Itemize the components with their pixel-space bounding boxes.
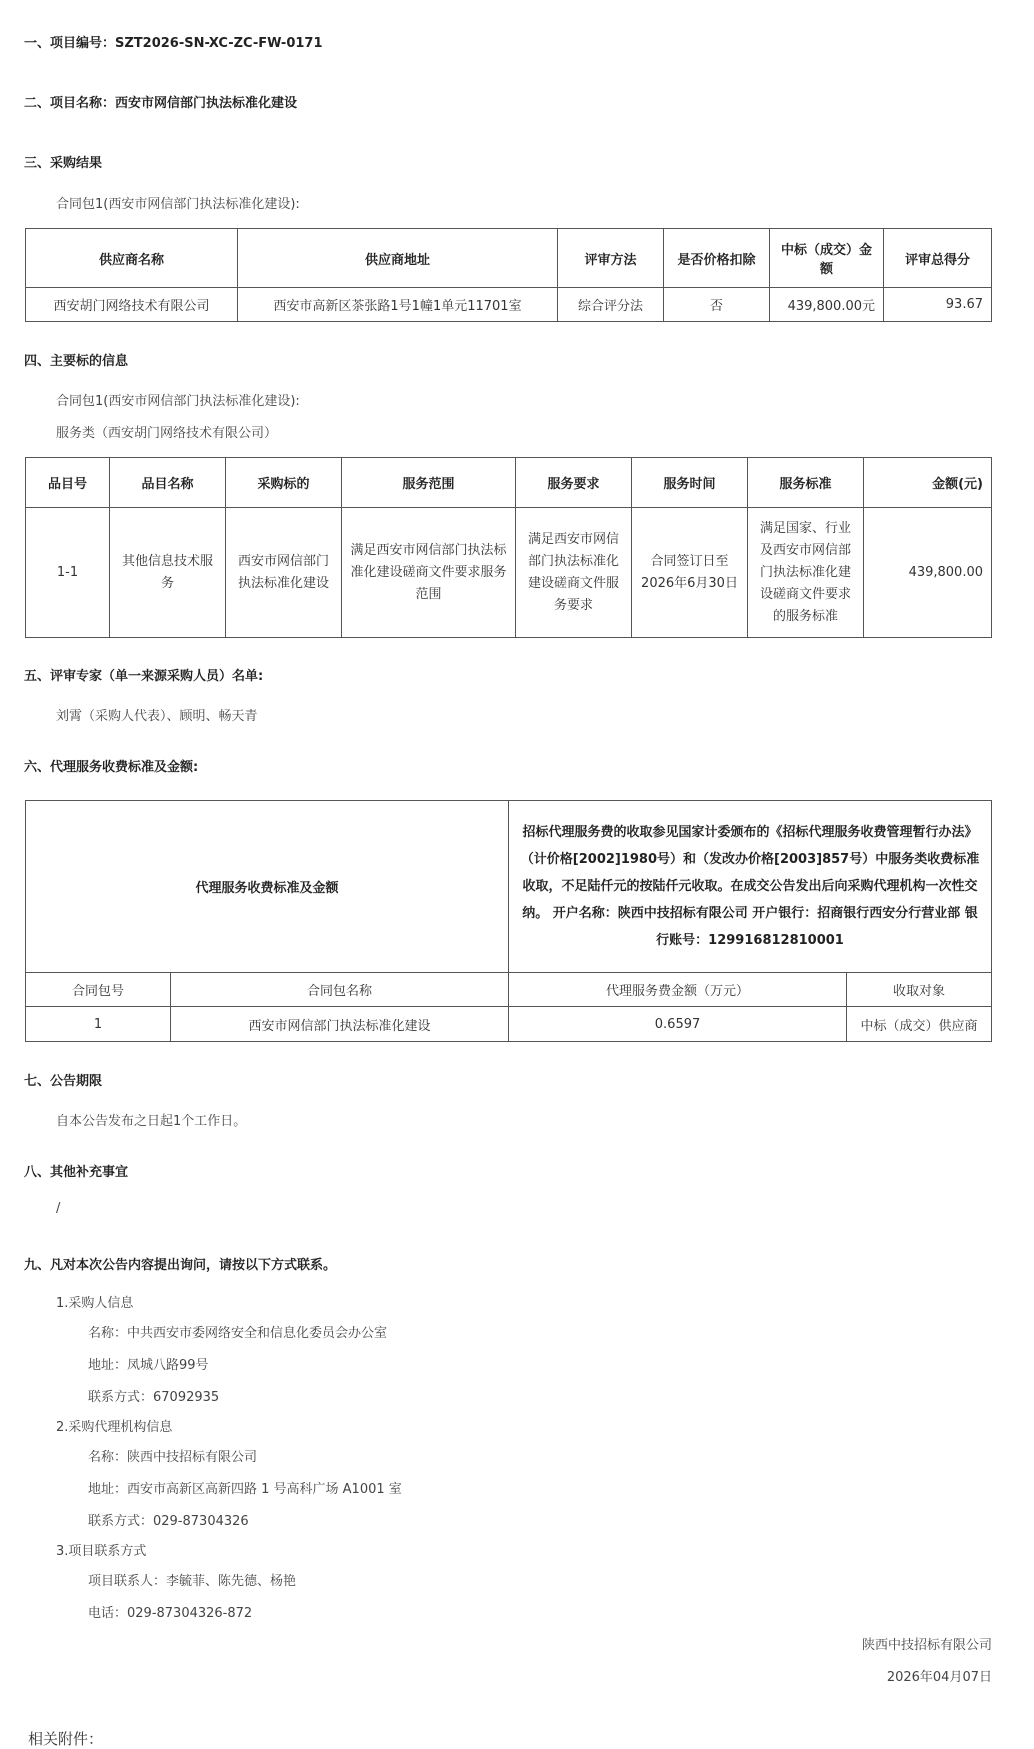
col-price-deduction: 是否价格扣除: [664, 229, 770, 288]
cell-package-name: 西安市网信部门执法标准化建设: [171, 1007, 509, 1042]
table-row: [26, 288, 992, 322]
project-name-value: 西安市网信部门执法标准化建设: [115, 96, 298, 111]
col-item-no: 品目号: [26, 458, 110, 508]
col-award-amount: 中标（成交）金额: [770, 229, 884, 288]
project-name-heading: 二、项目名称：: [24, 96, 116, 111]
cell-service-time: 合同签订日至2026年6月30日: [632, 508, 748, 638]
project-number-value: SZT2026-SN-XC-ZC-FW-0171: [115, 36, 323, 51]
table-row: [26, 1007, 992, 1042]
project-contact-phone: 电话：029-87304326-872: [88, 1606, 253, 1621]
agency-name: 名称：陕西中技招标有限公司: [88, 1450, 258, 1465]
contact-heading: 九、凡对本次公告内容提出询问，请按以下方式联系。: [24, 1258, 337, 1273]
cell-procurement-subject: 西安市网信部门执法标准化建设: [226, 508, 342, 638]
fee-standard-text: 招标代理服务费的收取参见国家计委颁布的《招标代理服务收费管理暂行办法》（计价格[2002]1980号）和（发改办价格[2003]857号）中服务类收费标准收取，不足陆仟元的按陆仟元收取。在成交公告发出后向采购代理机构一次性交纳。 开户名称：陕西中技招标有限公司 开户银行：招商银行西安分行营业部 银行账号：129916812810001: [509, 801, 992, 973]
cell-service-standard: 满足国家、行业及西安市网信部门执法标准化建设磋商文件要求的服务标准: [748, 508, 864, 638]
procurement-result-table: [25, 228, 992, 322]
cell-package-no: 1: [26, 1007, 171, 1042]
agency-phone: 联系方式：029-87304326: [88, 1514, 249, 1529]
cell-service-requirement: 满足西安市网信部门执法标准化建设磋商文件服务要求: [516, 508, 632, 638]
project-number-line: [24, 32, 323, 51]
buyer-info-title: 1.采购人信息: [56, 1296, 134, 1311]
table-header-row: [26, 458, 992, 508]
cell-amount: 439,800.00: [864, 508, 992, 638]
col-package-name: 合同包名称: [171, 973, 509, 1007]
footer-date: 2026年04月07日: [886, 1670, 992, 1685]
col-review-method: 评审方法: [558, 229, 664, 288]
table-header-row: [26, 229, 992, 288]
supplementary-heading: 八、其他补充事宜: [24, 1165, 129, 1180]
col-supplier-address: 供应商地址: [238, 229, 558, 288]
cell-item-name: 其他信息技术服务: [110, 508, 226, 638]
cell-price-deduction: 否: [664, 288, 770, 322]
supplementary-text: /: [56, 1201, 61, 1216]
project-contact-title: 3.项目联系方式: [56, 1544, 147, 1559]
cell-review-method: 综合评分法: [558, 288, 664, 322]
buyer-phone: 联系方式：67092935: [88, 1390, 220, 1405]
col-package-no: 合同包号: [26, 973, 171, 1007]
agency-address: 地址：西安市高新区高新四路 1 号高科广场 A1001 室: [88, 1482, 402, 1497]
cell-total-score: 93.67: [884, 288, 992, 322]
cell-item-no: 1-1: [26, 508, 110, 638]
subject-category-label: 服务类（西安胡门网络技术有限公司）: [56, 426, 278, 441]
agency-info-title: 2.采购代理机构信息: [56, 1420, 173, 1435]
expert-list-heading: 五、评审专家（单一来源采购人员）名单:: [24, 669, 264, 684]
result-package-label: 合同包1(西安市网信部门执法标准化建设):: [56, 197, 300, 212]
notice-period-text: 自本公告发布之日起1个工作日。: [56, 1114, 247, 1129]
procurement-result-heading: 三、采购结果: [24, 156, 103, 171]
cell-fee-amount: 0.6597: [509, 1007, 847, 1042]
buyer-address: 地址：凤城八路99号: [88, 1358, 209, 1373]
col-service-requirement: 服务要求: [516, 458, 632, 508]
buyer-name: 名称：中共西安市委网络安全和信息化委员会办公室: [88, 1326, 388, 1341]
subject-package-label: 合同包1(西安市网信部门执法标准化建设):: [56, 394, 300, 409]
col-procurement-subject: 采购标的: [226, 458, 342, 508]
agency-fee-heading: 六、代理服务收费标准及金额:: [24, 760, 199, 775]
col-total-score: 评审总得分: [884, 229, 992, 288]
fee-standard-row: [26, 801, 992, 973]
col-fee-amount: 代理服务费金额（万元）: [509, 973, 847, 1007]
col-item-name: 品目名称: [110, 458, 226, 508]
fee-standard-label: 代理服务收费标准及金额: [26, 801, 509, 973]
col-service-scope: 服务范围: [342, 458, 516, 508]
col-service-time: 服务时间: [632, 458, 748, 508]
project-number-heading: 一、项目编号：: [24, 36, 116, 51]
cell-service-scope: 满足西安市网信部门执法标准化建设磋商文件要求服务范围: [342, 508, 516, 638]
col-service-standard: 服务标准: [748, 458, 864, 508]
table-row: [26, 508, 992, 638]
agency-fee-table: [25, 800, 992, 1042]
notice-period-heading: 七、公告期限: [24, 1074, 103, 1089]
cell-fee-payer: 中标（成交）供应商: [847, 1007, 992, 1042]
expert-list-text: 刘霄（采购人代表）、顾明、畅天青: [56, 709, 258, 724]
col-supplier-name: 供应商名称: [26, 229, 238, 288]
cell-award-amount: 439,800.00元: [770, 288, 884, 322]
main-subject-table: [25, 457, 992, 638]
cell-supplier-name: 西安胡门网络技术有限公司: [26, 288, 238, 322]
table-header-row: [26, 973, 992, 1007]
cell-supplier-address: 西安市高新区茶张路1号1幢1单元11701室: [238, 288, 558, 322]
project-name-line: [24, 92, 297, 111]
attachments-label: 相关附件：: [28, 1730, 104, 1748]
col-fee-payer: 收取对象: [847, 973, 992, 1007]
main-subject-heading: 四、主要标的信息: [24, 354, 129, 369]
footer-company: 陕西中技招标有限公司: [861, 1638, 992, 1653]
col-amount: 金额(元): [864, 458, 992, 508]
project-contact-people: 项目联系人：李毓菲、陈先德、杨艳: [88, 1574, 297, 1589]
